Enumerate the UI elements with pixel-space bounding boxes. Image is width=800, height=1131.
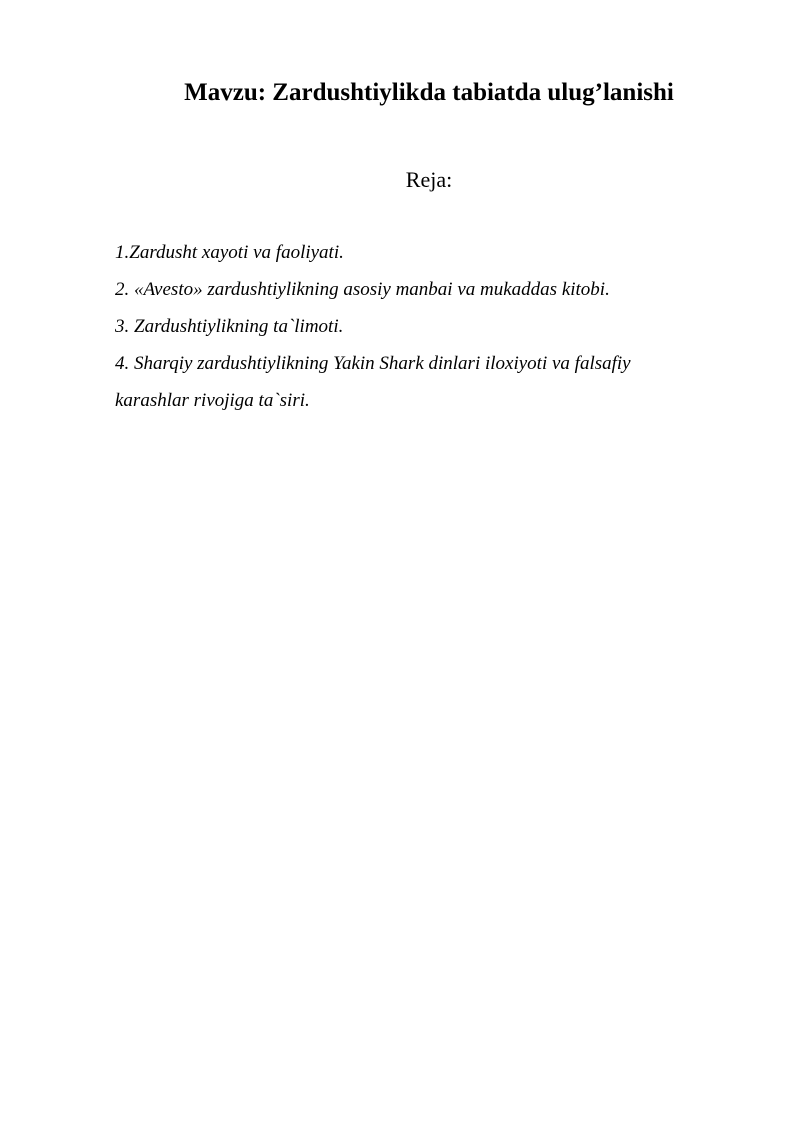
plan-item: 4. Sharqiy zardushtiylikning Yakin Shark dinlari iloxiyoti va falsafiy (115, 353, 631, 374)
plan-list (115, 234, 715, 419)
plan-heading: Reja: (405, 167, 453, 192)
plan-item: 2. «Avesto» zardushtiylikning asosiy manbai va mukaddas kitobi. (115, 279, 610, 300)
plan-item-continuation: karashlar rivojiga ta`siri. (115, 390, 310, 411)
plan-item: 1.Zardusht xayoti va faoliyati. (115, 242, 344, 263)
document-title: Mavzu: Zardushtiylikda tabiatda ulug’lanishi (184, 79, 674, 106)
plan-item: 3. Zardushtiylikning ta`limoti. (115, 316, 344, 337)
